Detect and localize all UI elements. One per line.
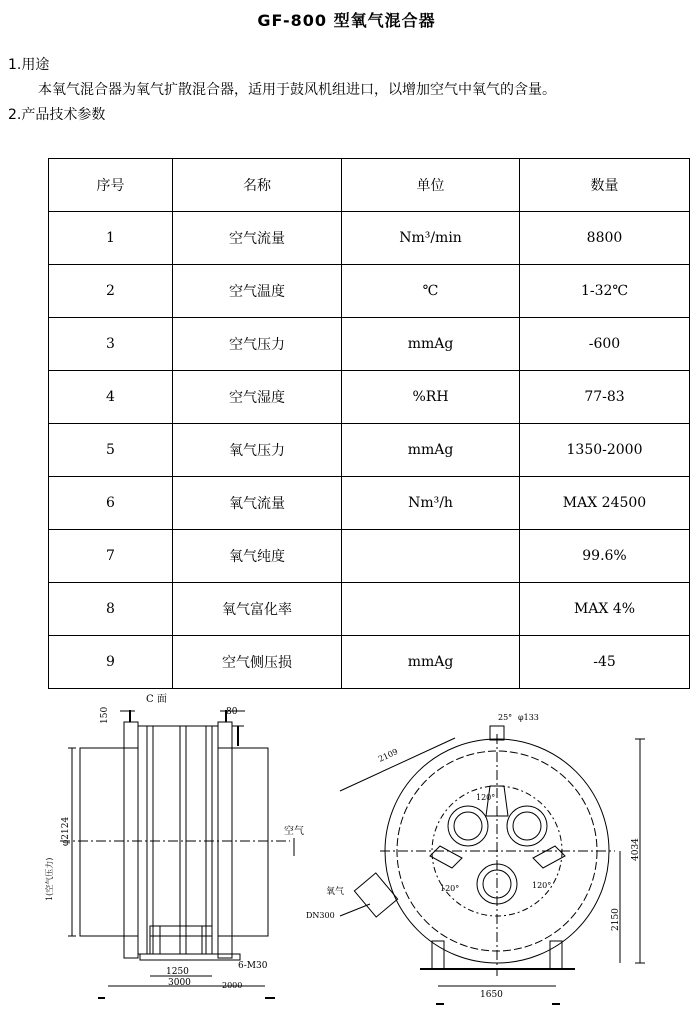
inlet-duct (80, 748, 138, 936)
dim-side: 1(空气压力) (45, 857, 54, 901)
dim-top-right: 80 (226, 707, 238, 717)
support-leg-right (550, 941, 562, 969)
dim-base: 1650 (480, 990, 503, 1000)
flange-right (218, 722, 232, 958)
technical-drawing (0, 686, 693, 1012)
angle-right: 120° (532, 881, 552, 890)
cell-quantity: 1-32℃ (520, 265, 690, 318)
dim-height: 4034 (631, 838, 641, 861)
cell-name: 空气侧压损 (173, 636, 342, 689)
cell-quantity: 99.6% (520, 530, 690, 583)
cell-index: 9 (49, 636, 173, 689)
dim-inner: 1250 (166, 967, 189, 977)
label-dn: DN300 (306, 911, 335, 920)
flange-left (124, 722, 138, 958)
section-heading-specs: 2.产品技术参数 (8, 107, 106, 123)
header-name: 名称 (173, 159, 342, 212)
usage-paragraph: 本氧气混合器为氧气扩散混合器，适用于鼓风机组进口，以增加空气中氧气的含量。 (38, 82, 556, 98)
cell-quantity: -600 (520, 318, 690, 371)
cell-unit: mmAg (342, 318, 520, 371)
support-leg-left (432, 941, 444, 969)
dim-diameter: φ2124 (61, 816, 71, 846)
cell-name: 空气压力 (173, 318, 342, 371)
cell-index: 3 (49, 318, 173, 371)
ring-2 (180, 726, 186, 954)
front-view (284, 713, 645, 1004)
vane-left (430, 846, 462, 868)
table-row (49, 265, 690, 318)
table-row (49, 212, 690, 265)
cell-index: 4 (49, 371, 173, 424)
dim-tube: φ133 (518, 713, 539, 722)
label-air: 空气 (284, 826, 304, 837)
outlet-duct (218, 748, 268, 936)
angle-top: 120° (476, 793, 496, 802)
cell-index: 6 (49, 477, 173, 530)
cell-unit (342, 530, 520, 583)
cell-name: 氧气压力 (173, 424, 342, 477)
dim-top-left: 150 (100, 706, 110, 724)
cell-index: 8 (49, 583, 173, 636)
table-row (49, 477, 690, 530)
dim-bolt: 6-M30 (238, 961, 268, 971)
table-row (49, 583, 690, 636)
cell-quantity: 8800 (520, 212, 690, 265)
cell-unit: mmAg (342, 424, 520, 477)
cell-quantity: MAX 4% (520, 583, 690, 636)
vane-right (533, 846, 565, 868)
cell-unit: mmAg (342, 636, 520, 689)
cell-name: 空气流量 (173, 212, 342, 265)
ring-3 (206, 726, 212, 954)
cell-name: 空气湿度 (173, 371, 342, 424)
oxygen-inlet-pipe (354, 873, 397, 917)
dim-angle: 25° (498, 713, 513, 722)
table-row (49, 424, 690, 477)
cell-name: 空气温度 (173, 265, 342, 318)
cell-index: 5 (49, 424, 173, 477)
cell-quantity: 77-83 (520, 371, 690, 424)
cell-name: 氧气富化率 (173, 583, 342, 636)
dim-lower: 2150 (611, 908, 621, 931)
label-oxygen: 氧气 (326, 887, 345, 897)
side-elevation-view (44, 693, 290, 998)
cell-index: 7 (49, 530, 173, 583)
cell-unit (342, 583, 520, 636)
header-quantity: 数量 (520, 159, 690, 212)
dim-overall: 3000 (168, 978, 191, 988)
table-row (49, 530, 690, 583)
base-plate (140, 954, 240, 960)
header-unit: 单位 (342, 159, 520, 212)
section-heading-usage: 1.用途 (8, 57, 50, 73)
cell-unit: ℃ (342, 265, 520, 318)
cell-unit: Nm³/h (342, 477, 520, 530)
ring-1 (147, 726, 153, 954)
cell-index: 1 (49, 212, 173, 265)
header-index: 序号 (49, 159, 173, 212)
page-title: GF-800 型氧气混合器 (257, 11, 436, 30)
table-row (49, 318, 690, 371)
dim-note: 2000 (222, 981, 243, 990)
table-row (49, 636, 690, 689)
angle-left: 120° (440, 884, 460, 893)
cell-name: 氧气纯度 (173, 530, 342, 583)
cell-unit: Nm³/min (342, 212, 520, 265)
dim-radius: 2109 (377, 747, 400, 764)
spec-table (48, 158, 690, 689)
cell-quantity: 1350-2000 (520, 424, 690, 477)
view-label: C 面 (146, 694, 167, 705)
table-row (49, 371, 690, 424)
table-header-row (49, 159, 690, 212)
cell-name: 氧气流量 (173, 477, 342, 530)
cell-index: 2 (49, 265, 173, 318)
cell-quantity: MAX 24500 (520, 477, 690, 530)
cell-unit: %RH (342, 371, 520, 424)
cell-quantity: -45 (520, 636, 690, 689)
